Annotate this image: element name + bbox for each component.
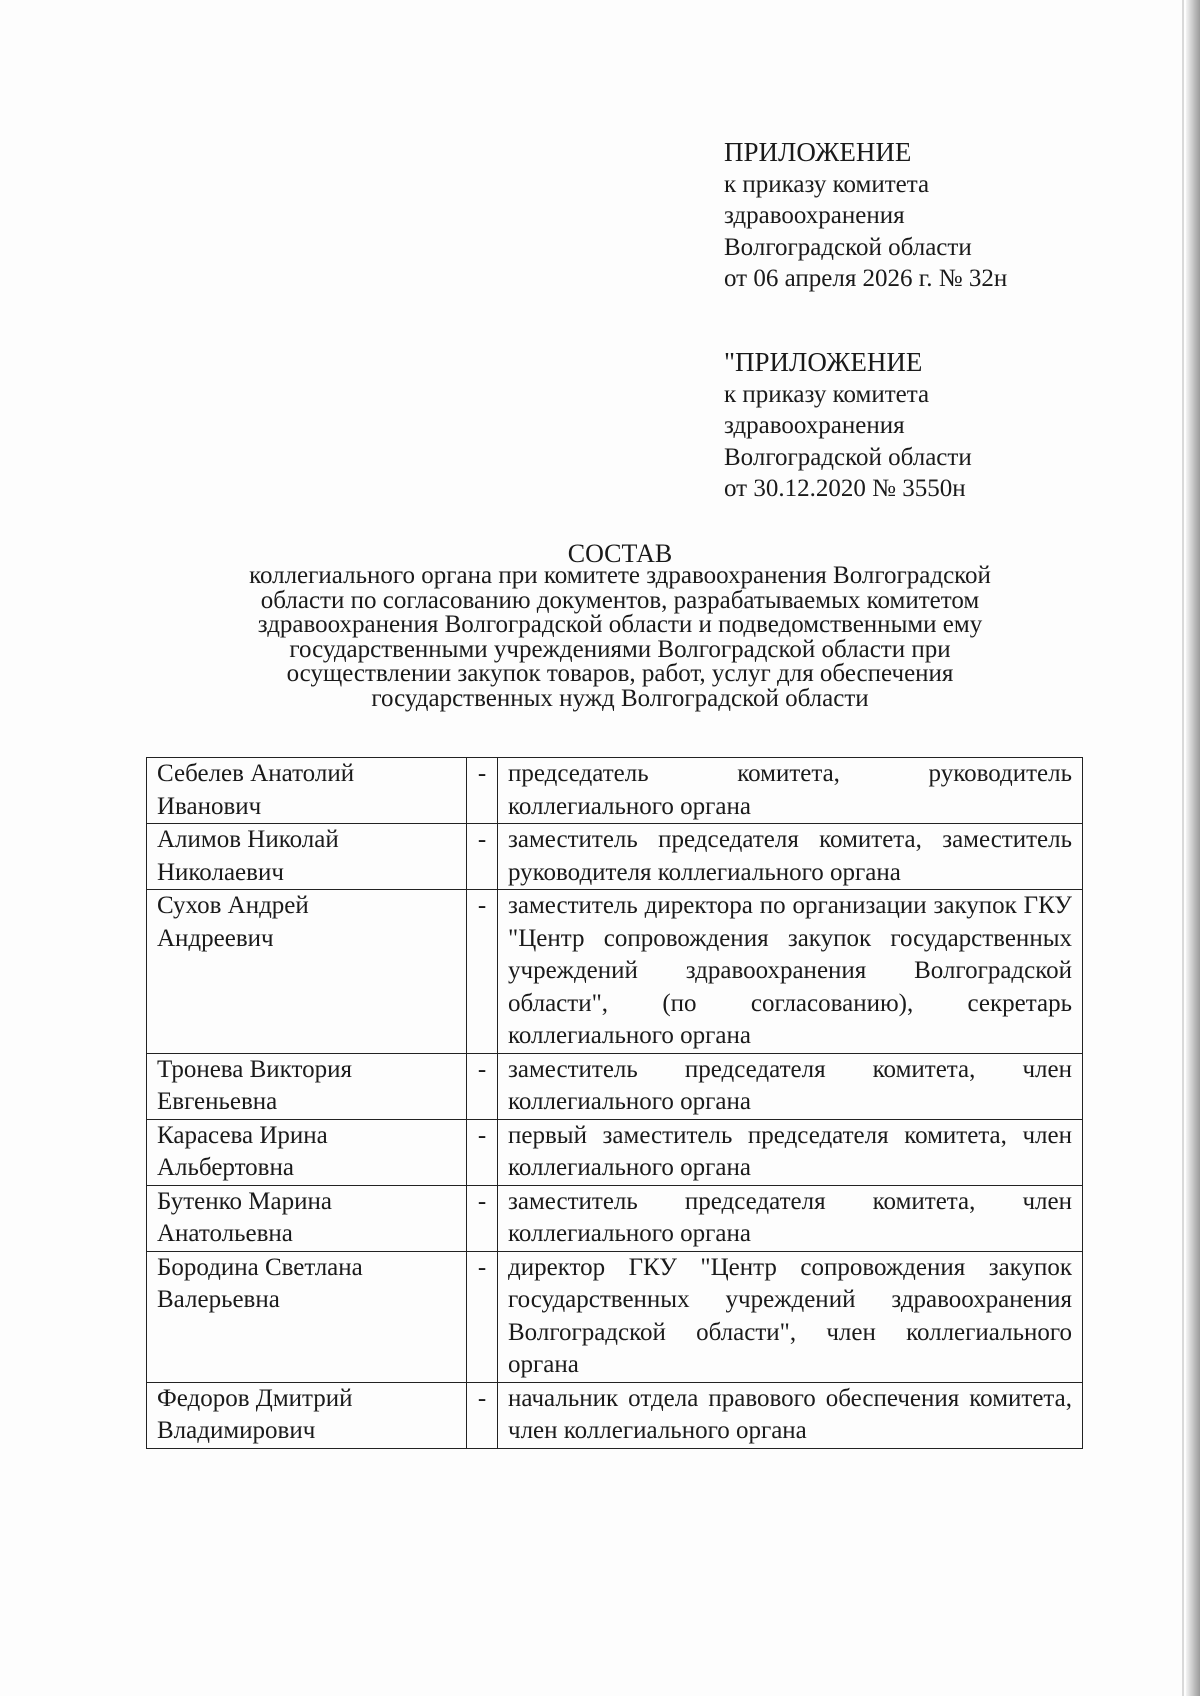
appendix-block-current bbox=[724, 137, 1164, 295]
member-role: заместитель председателя комитета, член коллегиального органа bbox=[498, 1185, 1083, 1251]
table-row bbox=[147, 1053, 1083, 1119]
table-row bbox=[147, 1185, 1083, 1251]
appendix-line: Волгоградской области bbox=[724, 233, 972, 261]
dash-separator: - bbox=[467, 1251, 498, 1382]
member-patronymic: Андреевич bbox=[157, 924, 274, 952]
member-role: первый заместитель председателя комитета, член коллегиального органа bbox=[498, 1119, 1083, 1185]
dash-separator: - bbox=[467, 1119, 498, 1185]
appendix-block-original bbox=[724, 347, 1164, 505]
member-patronymic: Альбертовна bbox=[157, 1154, 294, 1181]
scan-edge-shadow bbox=[1186, 0, 1200, 1696]
member-name bbox=[147, 890, 467, 1054]
member-patronymic: Владимирович bbox=[157, 1417, 316, 1444]
subtitle-line: коллегиального органа при комитете здравоохранения Волгоградской bbox=[249, 562, 991, 589]
member-role: председатель комитета, руководитель коллегиального органа bbox=[498, 758, 1083, 824]
dash-separator: - bbox=[467, 758, 498, 824]
table-row bbox=[147, 824, 1083, 890]
appendix-order-date: от 06 апреля 2026 г. № 32н bbox=[724, 265, 1008, 292]
subtitle-line: государственных нужд Волгоградской области bbox=[371, 684, 869, 712]
table-row bbox=[147, 1382, 1083, 1448]
member-name bbox=[147, 1119, 467, 1185]
member-name bbox=[147, 824, 467, 890]
dash-separator: - bbox=[467, 824, 498, 890]
member-role: директор ГКУ "Центр сопровождения закупок государственных учреждений здравоохранения Волгоградской области", член коллегиального органа bbox=[498, 1251, 1083, 1382]
appendix-line: здравоохранения bbox=[724, 202, 905, 229]
member-patronymic: Николаевич bbox=[157, 858, 284, 886]
member-name bbox=[147, 758, 467, 824]
member-role: начальник отдела правового обеспечения комитета, член коллегиального органа bbox=[498, 1382, 1083, 1448]
member-surname-first: Федоров Дмитрий bbox=[157, 1384, 353, 1412]
member-surname-first: Карасева Ирина bbox=[157, 1121, 328, 1149]
appendix-order-date: от 30.12.2020 № 3550н bbox=[724, 475, 966, 502]
table-row bbox=[147, 1119, 1083, 1185]
appendix-heading: ПРИЛОЖЕНИЕ bbox=[724, 137, 912, 167]
member-patronymic: Валерьевна bbox=[157, 1286, 280, 1313]
appendix-line: здравоохранения bbox=[724, 412, 905, 439]
appendix-line: к приказу комитета bbox=[724, 170, 930, 198]
member-surname-first: Сухов Андрей bbox=[157, 892, 309, 919]
appendix-line: к приказу комитета bbox=[724, 380, 930, 408]
document-title: СОСТАВ bbox=[567, 539, 673, 568]
member-surname-first: Бутенко Марина bbox=[157, 1187, 332, 1215]
members-table bbox=[146, 757, 1083, 1449]
member-patronymic: Анатольевна bbox=[157, 1220, 293, 1247]
table-row bbox=[147, 758, 1083, 824]
member-name bbox=[147, 1251, 467, 1382]
table-row bbox=[147, 890, 1083, 1054]
member-surname-first: Тронева Виктория bbox=[157, 1055, 352, 1083]
appendix-heading: "ПРИЛОЖЕНИЕ bbox=[724, 347, 923, 377]
member-role: заместитель председателя комитета, член коллегиального органа bbox=[498, 1053, 1083, 1119]
subtitle-line: здравоохранения Волгоградской области и подведомственными ему bbox=[257, 611, 983, 638]
dash-separator: - bbox=[467, 890, 498, 1054]
subtitle-line: области по согласованию документов, разрабатываемых комитетом bbox=[260, 586, 980, 614]
table-row bbox=[147, 1251, 1083, 1382]
document-subtitle bbox=[170, 564, 1070, 711]
member-surname-first: Себелев Анатолий bbox=[157, 760, 355, 787]
member-surname-first: Алимов Николай bbox=[157, 826, 339, 853]
appendix-line: Волгоградской области bbox=[724, 443, 972, 471]
member-name bbox=[147, 1382, 467, 1448]
member-patronymic: Евгеньевна bbox=[157, 1088, 278, 1115]
dash-separator: - bbox=[467, 1053, 498, 1119]
member-surname-first: Бородина Светлана bbox=[157, 1253, 363, 1281]
member-patronymic: Иванович bbox=[157, 792, 262, 820]
member-role: заместитель председателя комитета, заместитель руководителя коллегиального органа bbox=[498, 824, 1083, 890]
member-role: заместитель директора по организации закупок ГКУ "Центр сопровождения закупок государственных учреждений здравоохранения Волгоградской области", (по согласованию), секретарь коллегиального органа bbox=[498, 890, 1083, 1054]
subtitle-line: осуществлении закупок товаров, работ, услуг для обеспечения bbox=[286, 660, 954, 687]
member-name bbox=[147, 1185, 467, 1251]
dash-separator: - bbox=[467, 1382, 498, 1448]
member-name bbox=[147, 1053, 467, 1119]
scan-edge-line bbox=[1182, 0, 1184, 1696]
subtitle-line: государственными учреждениями Волгоградской области при bbox=[289, 635, 951, 663]
dash-separator: - bbox=[467, 1185, 498, 1251]
